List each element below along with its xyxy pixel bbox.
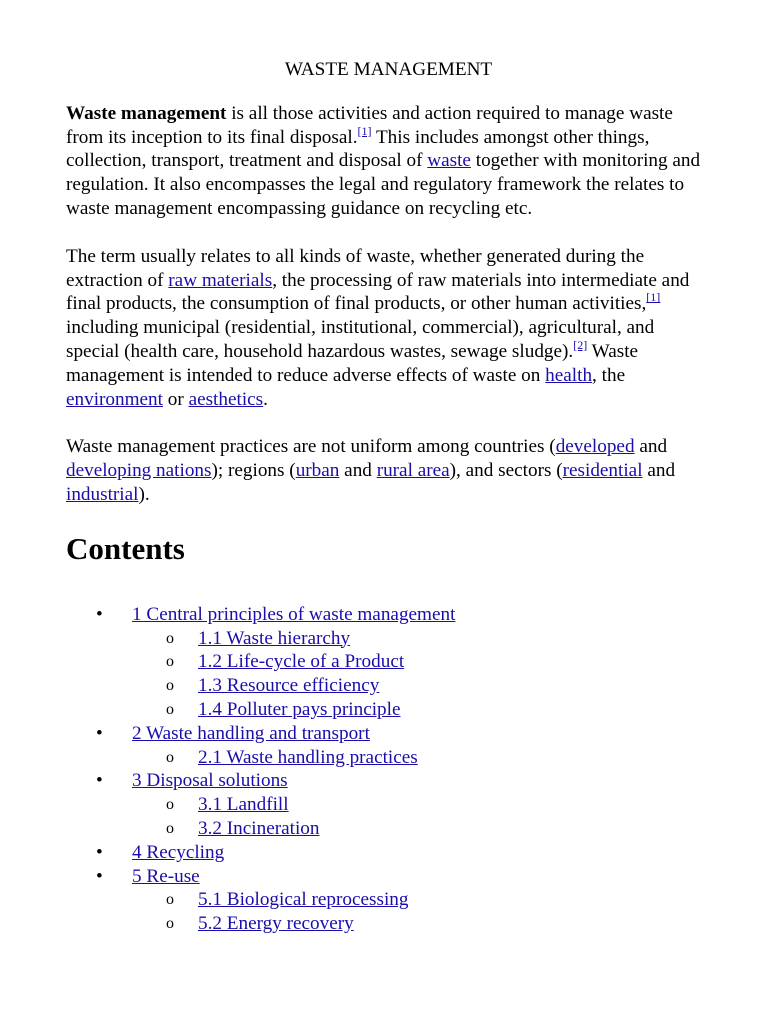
circle-bullet-icon: o (166, 819, 174, 837)
link-aesthetics[interactable]: aesthetics (188, 388, 264, 410)
toc-link[interactable]: 1.1 Waste hierarchy (198, 627, 351, 649)
bullet-icon: • (96, 770, 103, 792)
document-title: WASTE MANAGEMENT (284, 59, 493, 80)
link-residential[interactable]: residential (562, 460, 643, 482)
circle-bullet-icon: o (166, 653, 174, 671)
circle-bullet-icon: o (166, 796, 174, 814)
toc-item (66, 841, 711, 865)
toc-link[interactable]: 3 Disposal solutions (132, 770, 288, 792)
link-waste[interactable]: waste (427, 150, 471, 172)
toc-subitem (66, 793, 711, 817)
intro-paragraph: Waste management is all those activities and action required to manage waste from its inception to its final disposal.[1] This includes amongst other things, collection, transport, treatment and disposal of waste together with monitoring and regulation. It also encompasses the legal and regulatory framework the relates to waste management encompassing guidance on recycling etc. (66, 102, 701, 219)
toc-link[interactable]: 2 Waste handling and transport (132, 722, 370, 744)
scope-paragraph: The term usually relates to all kinds of waste, whether generated during the extraction of raw materials, the processing of raw materials into intermediate and final products, the consumption of final products, or other human activities,[1] including municipal (residential, institutional, commercial), agricultural, and special (health care, household hazardous wastes, sewage sludge).[2] Waste management is intended to reduce adverse effects of waste on health, the environment or aesthetics. (66, 245, 690, 410)
document-page (66, 58, 711, 936)
toc-link[interactable]: 4 Recycling (132, 841, 225, 863)
link-developed[interactable]: developed (555, 436, 635, 458)
circle-bullet-icon: o (166, 677, 174, 695)
toc-link[interactable]: 1.4 Polluter pays principle (198, 698, 401, 720)
reference-link[interactable]: [1] (357, 123, 372, 138)
contents-heading: Contents (66, 530, 185, 566)
link-industrial[interactable]: industrial (66, 483, 139, 505)
toc-link[interactable]: 2.1 Waste handling practices (198, 746, 418, 768)
toc-link[interactable]: 1 Central principles of waste management (132, 603, 456, 625)
toc-link[interactable]: 1.3 Resource efficiency (198, 675, 380, 697)
link-rural-area[interactable]: rural area (376, 460, 450, 482)
circle-bullet-icon: o (166, 748, 174, 766)
toc-subitem (66, 912, 711, 936)
reference-link[interactable]: [2] (573, 337, 588, 352)
toc-link[interactable]: 5.2 Energy recovery (198, 913, 354, 935)
bullet-icon: • (96, 865, 103, 887)
table-of-contents (66, 603, 711, 936)
link-health[interactable]: health (545, 364, 593, 386)
term-bold: Waste management (66, 102, 227, 124)
toc-subitem (66, 674, 711, 698)
circle-bullet-icon: o (166, 915, 174, 933)
circle-bullet-icon: o (166, 629, 174, 647)
toc-subitem (66, 817, 711, 841)
toc-subitem (66, 746, 711, 770)
toc-link[interactable]: 5.1 Biological reprocessing (198, 889, 409, 911)
circle-bullet-icon: o (166, 891, 174, 909)
toc-item (66, 865, 711, 889)
link-environment[interactable]: environment (66, 388, 163, 410)
toc-subitem (66, 627, 711, 651)
link-urban[interactable]: urban (295, 460, 340, 482)
toc-item (66, 769, 711, 793)
toc-subitem (66, 888, 711, 912)
toc-link[interactable]: 5 Re-use (132, 865, 200, 887)
toc-item (66, 603, 711, 627)
toc-subitem (66, 698, 711, 722)
bullet-icon: • (96, 603, 103, 625)
bullet-icon: • (96, 841, 103, 863)
toc-item (66, 722, 711, 746)
toc-link[interactable]: 3.1 Landfill (198, 794, 289, 816)
toc-link[interactable]: 3.2 Incineration (198, 817, 320, 839)
toc-subitem (66, 650, 711, 674)
bullet-icon: • (96, 722, 103, 744)
link-developing-nations[interactable]: developing nations (66, 460, 212, 482)
link-raw-materials[interactable]: raw materials (168, 269, 273, 291)
circle-bullet-icon: o (166, 700, 174, 718)
practices-paragraph: Waste management practices are not uniform among countries (developed and developing nations); regions (urban and rural area), and sectors (residential and industrial). (66, 436, 676, 505)
toc-link[interactable]: 1.2 Life-cycle of a Product (198, 651, 405, 673)
reference-link[interactable]: [1] (646, 290, 661, 305)
